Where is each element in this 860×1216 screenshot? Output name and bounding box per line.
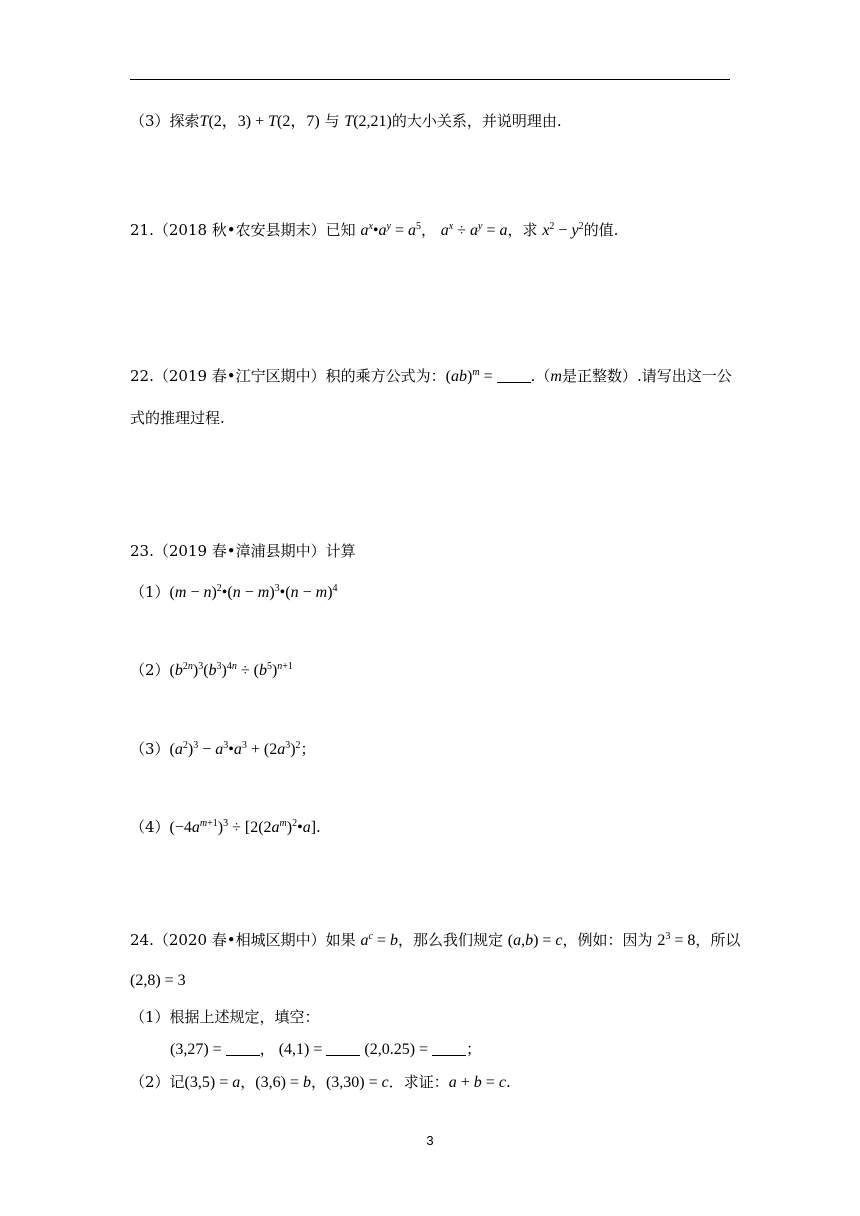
q20-part3-label: （3）探索 (130, 112, 200, 130)
q24-text3: ，例如：因为 (562, 931, 653, 949)
q21-eq1: $a^x•a^y = a^5$ (360, 221, 421, 239)
q24-number: 24. (130, 931, 154, 949)
q24-def-eq: $a^c = b$ (360, 931, 398, 949)
q22-var-m: m (550, 368, 562, 385)
q24-sub1-blanks: (3,27) = ， (4,1) = (2,0.25) = ； (170, 1040, 482, 1058)
q23-part4: $(4)(-4a^{m+1})^3$ ÷ $[2(2a^m)^2•a]$. (130, 818, 321, 836)
q23-number: 23. (130, 542, 154, 560)
q22-line2: 式的推理过程. (130, 409, 225, 427)
q23-part2 (130, 660, 293, 681)
question-24 (130, 930, 740, 951)
q23-part2-label: （2） (130, 661, 170, 679)
q22-number: 22. (130, 367, 154, 385)
question-23 (130, 541, 356, 561)
q21-source: （2018 秋•农安县期末） (153, 221, 326, 239)
q24-example-eq: $2^3 = 8$ (657, 931, 696, 949)
q21-sep: ， (421, 221, 437, 239)
q24-sub2-goal: a + b = c (448, 1074, 506, 1091)
question-21 (130, 220, 618, 241)
q21-expr: $x^2 - y^2$ (542, 221, 584, 239)
q22-source: （2019 春•江宁区期中） (153, 367, 326, 385)
q24-sub2: （2）记(3,5) = a，(3,6) = b，(3,30) = c．求证：a + b = c. (130, 1073, 511, 1091)
q20-expr-t2-21: T(2,21) (344, 113, 392, 130)
q22-text2: .（ (530, 367, 551, 385)
question-22 (130, 366, 732, 387)
q24-blank-3 (432, 1041, 466, 1056)
q20-mid: 与 (324, 112, 340, 130)
q23-expr4: $(-4a^{m+1})^3$ ÷ $[2(2a^m)^2•a]$ (169, 818, 317, 836)
q24-blank-2 (326, 1041, 360, 1056)
q24-blank-1 (226, 1041, 260, 1056)
q24-text2: ，那么我们规定 (397, 931, 503, 949)
q23-part4-label: （4） (130, 818, 170, 836)
q23-part3-label: （3） (130, 740, 170, 758)
q23-expr3: $(a^2)^3$ − $a^3•a^3 + (2a^3)^2$ (169, 740, 301, 758)
q24-example-result: (2,8) = 3 (130, 972, 186, 989)
q22-answer-blank (497, 368, 531, 383)
q23-text: 计算 (325, 542, 356, 560)
q22-text1: 积的乘方公式为： (325, 367, 446, 385)
q24-sub2-label: （2）记 (130, 1073, 185, 1091)
q20-end: 的大小关系，并说明理由. (391, 112, 562, 130)
q22-text3: 是正整数）.请写出这一公 (561, 367, 732, 385)
q23-part1-label: （1） (130, 583, 170, 601)
q21-number: 21. (130, 221, 154, 239)
q24-text4: ，所以 (695, 931, 741, 949)
q24-sub2-prove: ．求证： (388, 1073, 449, 1091)
q24-def-rule: (a,b) = c (507, 932, 563, 949)
q20-expr-sum: T(2，3) + T(2，7) (199, 113, 320, 130)
q23-expr2: $(b^{2n})^3(b^3)^{4n} \div (b^5)^{n+1}$ (169, 661, 293, 679)
q23-part1 (130, 582, 338, 603)
q24-sub1-label: （1）根据上述规定，填空： (130, 1008, 320, 1026)
q21-eq2: $a^x \div a^y = a$ (440, 221, 508, 239)
page-number: 3 (426, 1133, 434, 1148)
q21-text3: 的值. (583, 221, 619, 239)
q23-expr1: $(m - n)^2•(n$ − m)$^3$•(n − m)$^4$ (169, 583, 338, 601)
header-rule (130, 79, 730, 80)
q21-text2: ，求 (507, 221, 538, 239)
q22-formula: (ab)$^m$ = (445, 367, 497, 385)
q24-text1: 如果 (325, 931, 356, 949)
q24-source: （2020 春•相城区期中） (153, 931, 326, 949)
q21-text1: 已知 (325, 221, 356, 239)
q20-part3 (130, 111, 562, 132)
q24-sub2-defs: (3,5) = a (184, 1074, 241, 1091)
q23-source: （2019 春•漳浦县期中） (153, 542, 326, 560)
q23-part3: $(3)(a^2)^3$ − $a^3•a^3 + (2a^3)^2$； (130, 740, 316, 758)
